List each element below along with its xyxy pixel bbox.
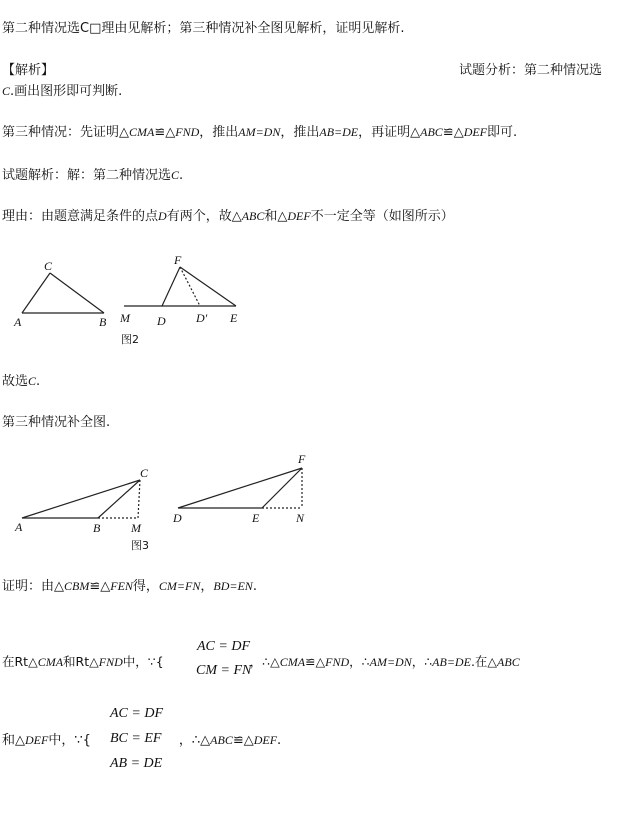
label-c: C <box>44 259 53 273</box>
m: DEF <box>253 733 278 747</box>
m: FND <box>175 125 200 139</box>
label-m: M <box>131 521 141 535</box>
m: CMA <box>37 655 64 669</box>
t: .在△ <box>470 654 498 669</box>
m: AB=DE <box>432 655 471 669</box>
t: ≌△ <box>442 125 464 140</box>
t: ，∴ <box>411 654 433 669</box>
system-1-row-2: CM = FN <box>196 663 252 678</box>
m: ABC <box>497 655 520 669</box>
system-2-row-1: AC = DF <box>110 706 163 721</box>
t: . <box>252 579 257 594</box>
t: 得， <box>132 579 159 594</box>
third-case-line: 第三种情况补全图. <box>2 415 111 430</box>
t: 试题解析：解：第二种情况选 <box>2 168 172 183</box>
m: CM=FN <box>158 579 201 593</box>
m: ABC <box>241 209 265 223</box>
t: 证明：由△ <box>2 579 64 594</box>
m: AM=DN <box>238 125 281 139</box>
t: 在Rt△ <box>2 654 38 669</box>
t: ，再证明△ <box>358 125 421 140</box>
t: . <box>277 733 282 748</box>
t: 第三种情况：先证明△ <box>2 125 129 140</box>
label-f: F <box>174 253 182 267</box>
rt-triangle-line <box>2 654 520 670</box>
label-e: E <box>230 311 238 325</box>
option-letter: C <box>2 84 11 98</box>
label-m: M <box>120 311 130 325</box>
t: 和△ <box>264 209 288 224</box>
proof-start <box>2 578 257 595</box>
m: DEF <box>287 209 311 223</box>
label-a: A <box>14 315 22 329</box>
label-a: A <box>15 520 23 534</box>
label-e: E <box>252 511 260 525</box>
label-b: B <box>93 521 101 535</box>
m: CMA <box>279 655 306 669</box>
m: AB=DE <box>319 125 359 139</box>
m: BD=EN <box>213 579 253 593</box>
label-b: B <box>99 315 107 329</box>
t: ≌△ <box>305 654 326 669</box>
m: ABC <box>420 125 443 139</box>
answer-line: 第二种情况选C□理由见解析；第三种情况补全图见解析，证明见解析. <box>2 21 405 36</box>
m: FND <box>98 655 123 669</box>
m: CBM <box>64 579 90 593</box>
analysis-tag: 【解析】 <box>2 63 55 78</box>
m: DEF <box>463 125 488 139</box>
t: ≌△ <box>154 125 176 140</box>
segment-bc <box>98 480 140 518</box>
t: 即可. <box>487 125 518 140</box>
t: ≌△ <box>89 579 111 594</box>
figure-2-caption: 图2 <box>121 333 139 346</box>
label-d: D <box>173 511 182 525</box>
t: 理由：由题意满足条件的点 <box>2 209 159 224</box>
segment-cm <box>138 480 140 518</box>
label-c: C <box>140 466 149 480</box>
t: 有两个，故△ <box>166 209 242 224</box>
label-n: N <box>296 511 305 525</box>
t: 和△ <box>2 733 25 748</box>
t: 故选 <box>2 374 29 389</box>
system-2-row-3: AB = DE <box>110 756 163 771</box>
t: . <box>179 168 184 183</box>
system-2-row-2: BC = EF <box>110 731 162 746</box>
label-d: D <box>157 314 166 328</box>
abc-def-line <box>2 732 281 749</box>
figure-3-caption: 图3 <box>131 539 149 552</box>
m: D <box>158 209 167 223</box>
analysis-head: 试题分析：第二种情况选 <box>459 63 603 78</box>
t: ， <box>200 579 214 594</box>
segment-ac <box>22 480 140 518</box>
m: FND <box>325 655 350 669</box>
t: . <box>36 374 41 389</box>
t: 不一定全等（如图所示） <box>310 209 454 224</box>
t: ≌△ <box>232 733 254 748</box>
t: 中，∵{ <box>122 654 164 669</box>
t: ，推出 <box>280 125 320 140</box>
analysis-text-2: .画出图形即可判断. <box>10 84 123 99</box>
t: 中，∵{ <box>48 733 91 748</box>
label-d-prime: D′ <box>196 311 208 325</box>
m: ABC <box>210 733 233 747</box>
m: C <box>28 374 37 388</box>
t: ，∴ <box>349 654 370 669</box>
m: DEF <box>25 733 49 747</box>
t: ，∴△ <box>249 654 280 669</box>
t: ，∴△ <box>178 733 211 748</box>
m: FEN <box>110 579 133 593</box>
label-f: F <box>298 452 306 466</box>
m: C <box>171 168 180 182</box>
m: AM=DN <box>369 655 412 669</box>
segment-df <box>178 468 302 508</box>
system-1-row-1: AC = DF <box>197 639 250 654</box>
t: ，推出 <box>199 125 239 140</box>
m: CMA <box>129 125 155 139</box>
t: 和Rt△ <box>63 654 99 669</box>
